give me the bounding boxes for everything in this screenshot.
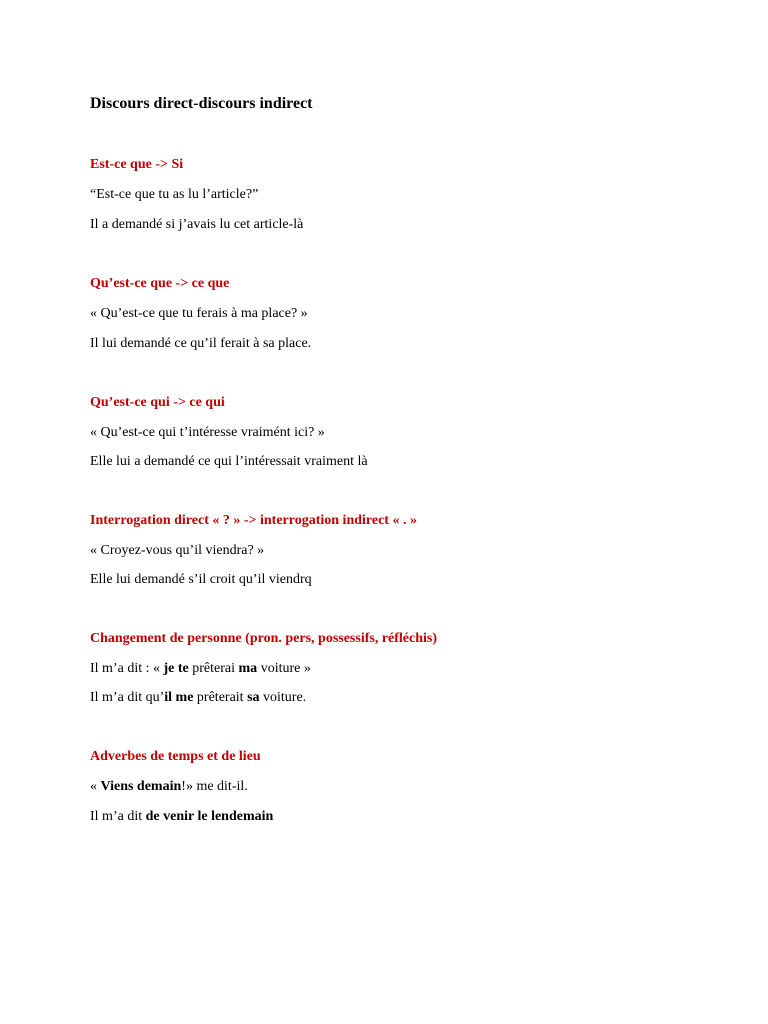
section-heading-interrogation: Interrogation direct « ? » -> interrogation indirect « . » <box>90 513 417 528</box>
text-run: voiture. <box>259 690 307 705</box>
example-indirect-speech <box>90 808 273 826</box>
section-heading-qu-est-ce-qui: Qu’est-ce qui -> ce qui <box>90 395 225 410</box>
example-direct-speech: « Qu’est-ce qui t’intéresse vraimént ici? » <box>90 425 325 440</box>
text-run: Il m’a dit <box>90 809 146 824</box>
text-run: Il m’a dit qu’ <box>90 690 165 705</box>
emphasized-adverb: Viens demain <box>100 779 182 794</box>
example-indirect-speech: Elle lui a demandé ce qui l’intéressait vraiment là <box>90 454 368 469</box>
emphasized-possessive: ma <box>238 661 258 676</box>
example-direct-speech <box>90 660 311 678</box>
document-title: Discours direct-discours indirect <box>90 95 313 112</box>
section-heading-changement-de-personne: Changement de personne (pron. pers, possessifs, réfléchis) <box>90 631 438 646</box>
section-heading-qu-est-ce-que: Qu’est-ce que -> ce que <box>90 276 230 291</box>
example-indirect-speech: Il a demandé si j’avais lu cet article-là <box>90 217 304 232</box>
text-run: « <box>90 779 101 794</box>
example-direct-speech: « Qu’est-ce que tu ferais à ma place? » <box>90 306 308 321</box>
emphasized-pronouns: il me <box>164 690 194 705</box>
example-indirect-speech: Elle lui demandé s’il croit qu’il viendrq <box>90 572 312 587</box>
emphasized-adverb: de venir le lendemain <box>145 809 274 824</box>
text-run: voiture » <box>257 661 311 676</box>
text-run: !» me dit-il. <box>181 779 248 794</box>
example-direct-speech: “Est-ce que tu as lu l’article?” <box>90 187 259 202</box>
example-direct-speech <box>90 778 248 796</box>
example-indirect-speech <box>90 689 306 707</box>
text-run: Il m’a dit : « <box>90 661 164 676</box>
emphasized-possessive: sa <box>247 690 260 705</box>
section-heading-adverbes: Adverbes de temps et de lieu <box>90 749 261 764</box>
example-indirect-speech: Il lui demandé ce qu’il ferait à sa place. <box>90 336 312 351</box>
text-run: prêterai <box>188 661 239 676</box>
emphasized-pronouns: je te <box>163 661 189 676</box>
example-direct-speech: « Croyez-vous qu’il viendra? » <box>90 543 265 558</box>
section-heading-est-ce-que: Est-ce que -> Si <box>90 157 184 172</box>
text-run: prêterait <box>193 690 248 705</box>
